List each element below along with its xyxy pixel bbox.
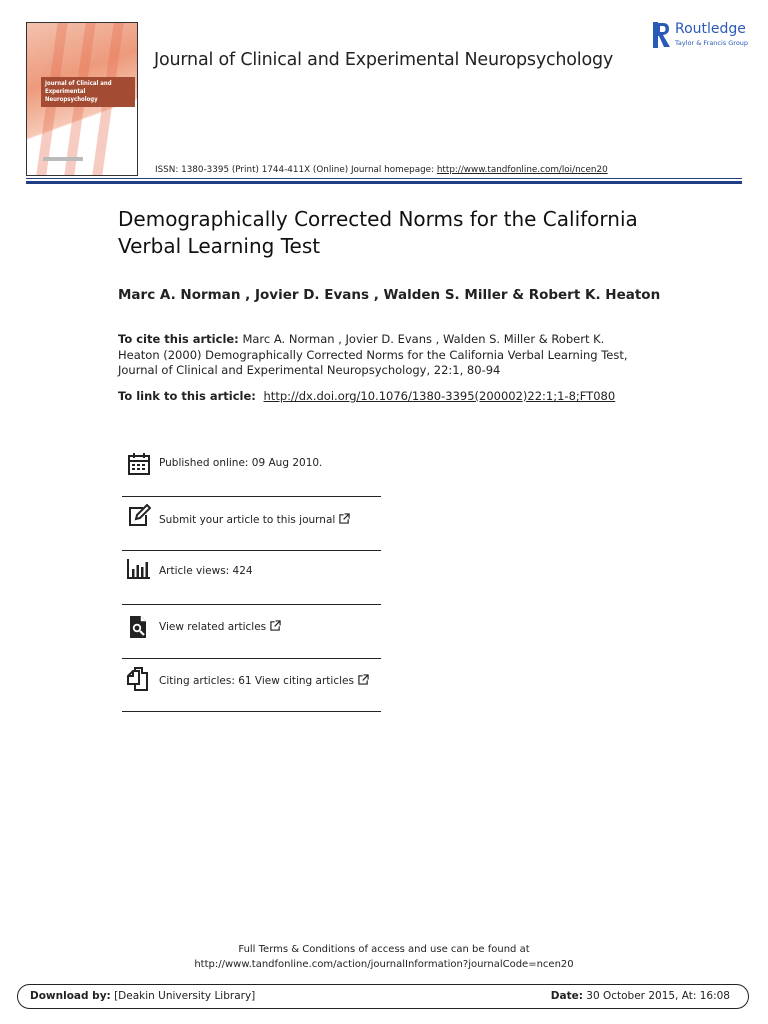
published-row — [122, 440, 381, 497]
views-row — [122, 551, 381, 605]
bar-chart-icon — [127, 557, 151, 581]
publisher-name: Routledge — [675, 21, 746, 37]
download-value: [Deakin University Library] — [114, 990, 256, 1002]
submit-article-link[interactable] — [159, 513, 350, 526]
terms-url[interactable]: http://www.tandfonline.com/action/journalInformation?journalCode=ncen20 — [194, 959, 574, 970]
submit-row[interactable] — [122, 497, 381, 551]
article-info-list — [122, 440, 381, 712]
issn-text: ISSN: 1380-3395 (Print) 1744-411X (Online) Journal homepage: — [155, 165, 435, 175]
citation-icon — [127, 667, 151, 691]
external-link-icon — [339, 513, 350, 524]
external-link-icon — [358, 674, 369, 685]
terms-notice — [0, 942, 768, 972]
cover-label: Journal of Clinical and Experimental Neuropsychology — [41, 77, 135, 107]
document-search-icon — [127, 615, 151, 639]
related-articles-label: View related articles — [159, 621, 267, 633]
citation-block — [118, 332, 648, 379]
related-articles-link[interactable] — [159, 620, 281, 633]
calendar-icon — [127, 452, 151, 476]
external-link-icon — [270, 620, 281, 631]
cite-label: To cite this article: — [118, 332, 239, 346]
doi-link[interactable]: http://dx.doi.org/10.1076/1380-3395(200002)22:1;1-8;FT080 — [263, 389, 616, 403]
cite-text: Marc A. Norman , Jovier D. Evans , Walden S. Miller & Robert K. Heaton (2000) Demographically Corrected Norms for the California Verbal Learning Test, Journal of Clinical and Experimental Neuropsychology, 22:1, 80-94 — [118, 332, 628, 377]
header-divider — [26, 181, 742, 184]
published-date: Published online: 09 Aug 2010. — [159, 457, 323, 469]
citing-articles-link[interactable] — [159, 674, 369, 687]
download-date — [551, 990, 730, 1002]
citing-articles-label: Citing articles: 61 View citing articles — [159, 675, 354, 687]
publisher-logo — [653, 20, 749, 52]
publisher-subtitle: Taylor & Francis Group — [675, 39, 749, 47]
submit-article-label: Submit your article to this journal — [159, 514, 336, 526]
download-info-bar — [17, 984, 749, 1009]
citing-row[interactable] — [122, 659, 381, 712]
doi-line — [118, 389, 615, 403]
article-title: Demographically Corrected Norms for the California Verbal Learning Test — [118, 207, 638, 258]
journal-cover-image — [26, 22, 138, 176]
link-label: To link to this article: — [118, 389, 256, 403]
article-views: Article views: 424 — [159, 565, 253, 577]
header-divider-thin — [26, 178, 742, 179]
download-by — [30, 990, 255, 1002]
article-authors: Marc A. Norman , Jovier D. Evans , Walden S. Miller & Robert K. Heaton — [118, 287, 661, 303]
edit-icon — [127, 504, 151, 528]
journal-homepage-link[interactable]: http://www.tandfonline.com/loi/ncen20 — [436, 165, 608, 175]
issn-line — [155, 165, 608, 175]
download-label: Download by: — [30, 990, 111, 1002]
terms-line-1: Full Terms & Conditions of access and use can be found at — [238, 944, 530, 955]
journal-title: Journal of Clinical and Experimental Neuropsychology — [154, 50, 614, 70]
routledge-logo-icon — [653, 22, 671, 48]
date-value: 30 October 2015, At: 16:08 — [586, 990, 730, 1002]
related-row[interactable] — [122, 605, 381, 659]
date-label: Date: — [550, 990, 583, 1002]
